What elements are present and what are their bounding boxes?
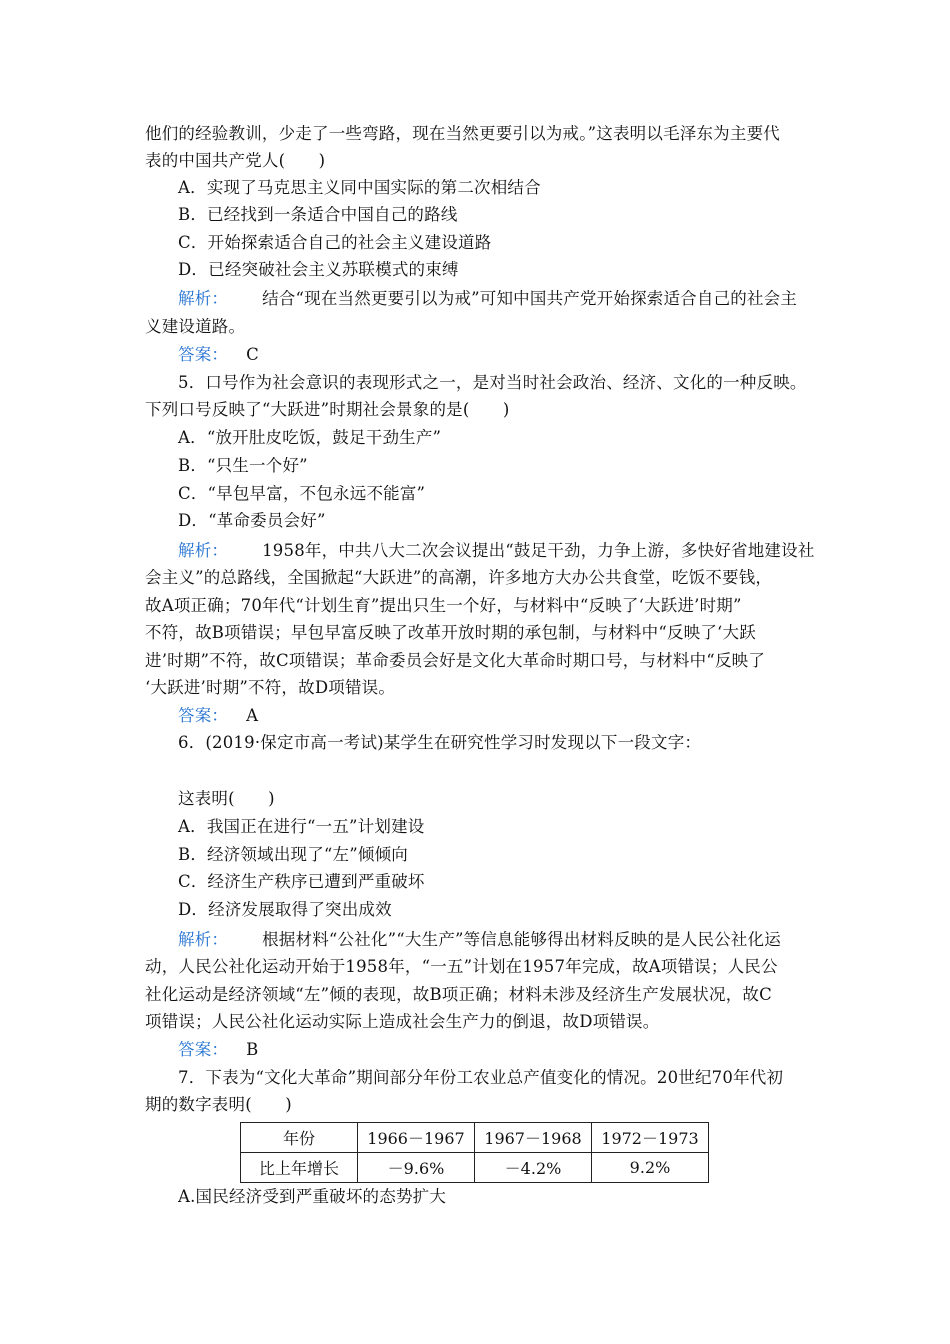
table-cell: 比上年增长 <box>241 1153 358 1183</box>
answer-line <box>178 1040 258 1060</box>
option-a: A．实现了马克思主义同中国实际的第二次相结合 <box>178 178 541 197</box>
analysis-label: 解析： <box>178 289 229 308</box>
analysis-text: 义建设道路。 <box>145 317 246 336</box>
question-5: 5．口号作为社会意识的表现形式之一，是对当时社会政治、经济、文化的一种反映。 <box>178 373 807 392</box>
output-change-table <box>240 1122 709 1183</box>
table-header-row <box>241 1123 709 1153</box>
answer-label: 答案： <box>178 345 229 364</box>
table-cell: －9.6% <box>358 1153 475 1183</box>
text-line: 下列口号反映了“大跃进”时期社会景象的是( ) <box>145 400 510 419</box>
answer-value: B <box>246 1040 259 1059</box>
option-a: A．“放开肚皮吃饭，鼓足干劲生产” <box>178 428 442 447</box>
table-cell: 年份 <box>241 1123 358 1153</box>
answer-value: A <box>246 706 259 725</box>
analysis-text: 项错误；人民公社化运动实际上造成社会生产力的倒退，故D项错误。 <box>145 1012 660 1031</box>
text-line: 这表明( ) <box>178 789 275 808</box>
analysis-text: 动，人民公社化运动开始于1958年，“一五”计划在1957年完成，故A项错误；人民公 <box>145 957 778 976</box>
option-c: C．“早包早富，不包永远不能富” <box>178 484 426 503</box>
analysis-text: 不符，故B项错误；早包早富反映了改革开放时期的承包制，与材料中“反映了‘大跃 <box>145 623 756 642</box>
answer-line <box>178 706 258 726</box>
analysis-text: 会主义”的总路线，全国掀起“大跃进”的高潮，许多地方大办公共食堂，吃饭不要钱， <box>145 568 773 587</box>
answer-label: 答案： <box>178 1040 229 1059</box>
analysis-line <box>178 930 781 950</box>
option-b: B．“只生一个好” <box>178 456 308 475</box>
text-line: 他们的经验教训，少走了一些弯路，现在当然更要引以为戒。”这表明以毛泽东为主要代 <box>145 124 780 143</box>
analysis-text: 1958年，中共八大二次会议提出“鼓足干劲，力争上游，多快好省地建设社 <box>262 541 815 560</box>
answer-label: 答案： <box>178 706 229 725</box>
text-line: 表的中国共产党人( ) <box>145 151 326 170</box>
analysis-text: 结合“现在当然更要引以为戒”可知中国共产党开始探索适合自己的社会主 <box>262 289 798 308</box>
analysis-label: 解析： <box>178 930 229 949</box>
analysis-line <box>178 541 815 561</box>
analysis-label: 解析： <box>178 541 229 560</box>
analysis-line <box>178 289 797 309</box>
analysis-text: 根据材料“公社化”“大生产”等信息能够得出材料反映的是人民公社化运 <box>262 930 781 949</box>
question-6: 6．(2019·保定市高一考试)某学生在研究性学习时发现以下一段文字： <box>178 733 702 752</box>
option-c: C．经济生产秩序已遭到严重破坏 <box>178 872 425 891</box>
question-7: 7．下表为“文化大革命”期间部分年份工农业总产值变化的情况。20世纪70年代初 <box>178 1068 784 1087</box>
option-b: B．已经找到一条适合中国自己的路线 <box>178 205 458 224</box>
text-line: 期的数字表明( ) <box>145 1095 292 1114</box>
table-cell: －4.2% <box>475 1153 592 1183</box>
table-cell: 9.2% <box>592 1153 709 1183</box>
option-c: C．开始探索适合自己的社会主义建设道路 <box>178 233 492 252</box>
analysis-text: 故A项正确；70年代“计划生育”提出只生一个好，与材料中“反映了‘大跃进’时期” <box>145 596 742 615</box>
analysis-text: 进’时期”不符，故C项错误；革命委员会好是文化大革命时期口号，与材料中“反映了 <box>145 651 766 670</box>
answer-value: C <box>246 345 259 364</box>
option-d: D．“革命委员会好” <box>178 511 326 530</box>
analysis-text: 社化运动是经济领域“左”倾的表现，故B项正确；材料未涉及经济生产发展状况，故C <box>145 985 772 1004</box>
answer-line <box>178 345 259 365</box>
option-a: A．我国正在进行“一五”计划建设 <box>178 817 425 836</box>
option-b: B．经济领域出现了“左”倾倾向 <box>178 845 408 864</box>
table-cell: 1966－1967 <box>358 1123 475 1153</box>
option-a: A.国民经济受到严重破坏的态势扩大 <box>178 1187 447 1206</box>
analysis-text: ‘大跃进’时期”不符，故D项错误。 <box>145 678 396 697</box>
option-d: D．经济发展取得了突出成效 <box>178 900 392 919</box>
table-cell: 1967－1968 <box>475 1123 592 1153</box>
table-row <box>241 1153 709 1183</box>
option-d: D．已经突破社会主义苏联模式的束缚 <box>178 260 459 279</box>
table-cell: 1972－1973 <box>592 1123 709 1153</box>
